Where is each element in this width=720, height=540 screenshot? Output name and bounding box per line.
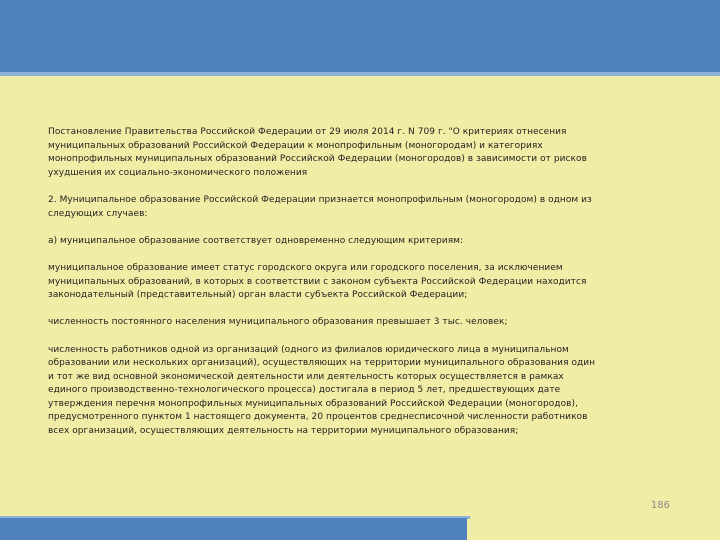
paragraph-clause-2: 2. Муниципальное образование Российской Федерации признается монопрофильным (моногородом) в одном из следующих случаев:	[48, 194, 592, 219]
paragraph-criterion-status: муниципальное образование имеет статус городского округа или городского поселения, за исключением муниципальных образований, в которых в соответствии с законом субъекта Российской Федерации находится законодательный (представительный) орган власти субъекта Российской Федерации;	[48, 262, 587, 301]
paragraph-criterion-population: численность постоянного населения муниципального образования превышает 3 тыс. человек;	[48, 317, 508, 328]
footer-band	[0, 518, 467, 540]
page-number: 186	[650, 500, 670, 511]
paragraph-resolution-title: Постановление Правительства Российской Федерации от 29 июля 2014 г. N 709 г. "О критериях отнесения муниципальных образований Российской Федерации к монопрофильным (моногородам) и категориях монопрофильных муниципальных образований Российской Федерации (моногородов) в зависимости от рисков ухудшения их социально-экономического положения	[48, 127, 587, 178]
slide-text-body	[48, 126, 678, 452]
paragraph-criterion-employment: численность работников одной из организаций (одного из филиалов юридического лица в муниципальном образовании или нескольких организаций), осуществляющих на территории муниципального образования один и тот же вид основной экономической деятельности или деятельность которых осуществляется в рамках единого производственно-технологического процесса) достигала в период 5 лет, предшествующих дате утверждения перечня монопрофильных муниципальных образований Российской Федерации (моногородов), предусмотренного пунктом 1 настоящего документа, 20 процентов среднесписочной численности работников всех организаций, осуществляющих деятельность на территории муниципального образования;	[48, 344, 596, 437]
header-rule	[0, 72, 720, 76]
paragraph-criteria-intro: а) муниципальное образование соответствует одновременно следующим критериям:	[48, 235, 464, 246]
header-band	[0, 0, 720, 72]
